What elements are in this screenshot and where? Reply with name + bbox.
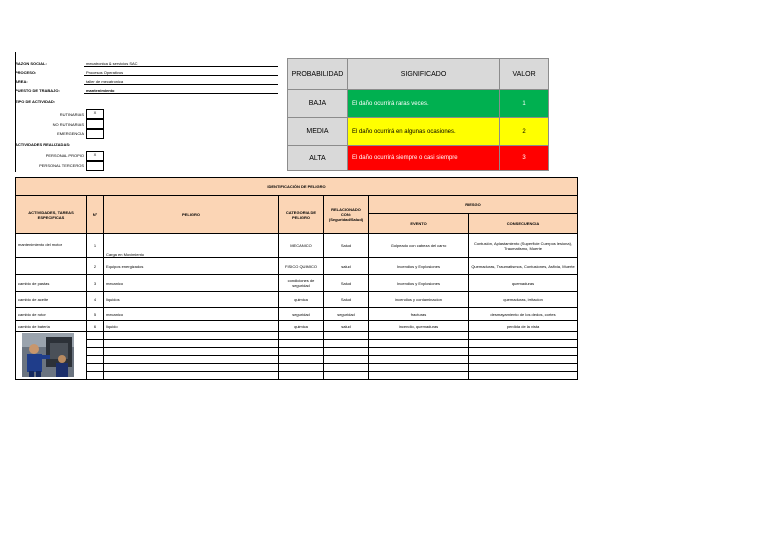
probability-row-media	[288, 118, 549, 146]
personal-terceros-label: PERSONAL TERCEROS	[39, 163, 84, 168]
col-relacionado: RELACIONADO CON: (Seguridad/Salud)	[324, 196, 369, 234]
meaning-baja: El daño ocurrirá raras veces.	[347, 90, 499, 118]
rutinarias-value: X	[93, 110, 97, 115]
cell-evento: Golpeado con cabeza del carro	[369, 234, 469, 258]
cell-consecuencia: Contusión, Aplastamiento (Superficie Cuerpos lesiona), Traumatismo, Muerte	[469, 234, 578, 258]
cell-evento: Incendios y Explosiones	[369, 258, 469, 275]
cell-relacionado: salud	[324, 258, 369, 275]
cell-consecuencia: Quemaduras, Traumatismos, Contusiones, Asfixia, Muerte	[469, 258, 578, 275]
puesto-label: PUESTO DE TRABAJO:	[15, 88, 60, 93]
cell-n: 6	[87, 321, 104, 332]
empty-row	[16, 332, 578, 340]
cell-relacionado: seguridad	[324, 308, 369, 321]
puesto-underline	[84, 93, 278, 94]
cell-evento: incendio, quemaduras	[369, 321, 469, 332]
area-underline	[84, 84, 278, 85]
actividades-label: ACTIVIDADES REALIZADAS:	[15, 142, 71, 147]
no-rutinarias-label: NO RUTINARIAS	[52, 122, 84, 127]
table-row	[16, 258, 578, 275]
level-alta: ALTA	[288, 146, 348, 171]
value-alta: 3	[500, 146, 549, 171]
hazard-table	[15, 177, 578, 380]
col-riesgo: RIESGO	[369, 196, 578, 214]
col-n: N°	[87, 196, 104, 234]
hazard-title-row	[16, 178, 578, 196]
empty-row	[16, 364, 578, 372]
col-evento: EVENTO	[369, 214, 469, 234]
cell-evento: incendios y contaminacion	[369, 292, 469, 308]
table-row	[16, 234, 578, 258]
table-row	[16, 308, 578, 321]
mechanic-photo	[22, 333, 74, 377]
cell-peligro: mecanico	[104, 275, 279, 292]
cell-consecuencia: perdida de la vista	[469, 321, 578, 332]
cell-actividad: cambio de aceite	[16, 292, 87, 308]
empty-row	[16, 340, 578, 348]
personal-terceros-checkbox[interactable]	[86, 161, 104, 171]
probability-header: PROBABILIDAD	[288, 59, 348, 90]
emergencia-checkbox[interactable]	[86, 129, 104, 139]
value-baja: 1	[500, 90, 549, 118]
personal-propio-checkbox[interactable]	[86, 151, 104, 161]
col-consecuencia: CONSECUENCIA	[469, 214, 578, 234]
cell-evento: fracturas	[369, 308, 469, 321]
proceso-value: Procesos Operativos	[86, 70, 124, 75]
col-peligro: PELIGRO	[104, 196, 279, 234]
col-actividades: ACTIVIDADES, TAREAS ESPECIFICAS	[16, 196, 87, 234]
proceso-underline	[84, 75, 278, 76]
razon-social-underline	[84, 66, 278, 67]
col-categoria: CATEGORIA DE PELIGRO	[279, 196, 324, 234]
table-row	[16, 275, 578, 292]
razon-social-label: RAZON SOCIAL:	[15, 61, 47, 66]
cell-consecuencia: desmayamiento de los dedos, cortes	[469, 308, 578, 321]
razon-social-value: mecatronica & servicios SAC	[86, 61, 138, 66]
cell-n: 5	[87, 308, 104, 321]
table-row	[16, 292, 578, 308]
cell-actividad: cambio de pastas	[16, 275, 87, 292]
probability-header-row	[288, 59, 549, 90]
area-label: AREA:	[15, 79, 28, 84]
photo-cell	[16, 332, 87, 380]
probability-row-alta	[288, 146, 549, 171]
table-row	[16, 321, 578, 332]
level-media: MEDIA	[288, 118, 348, 146]
cell-consecuencia: quemaduras, irritacion	[469, 292, 578, 308]
tipo-actividad-label: TIPO DE ACTIVIDAD:	[15, 99, 56, 104]
meaning-media: El daño ocurrirá en algunas ocasiones.	[347, 118, 499, 146]
cell-categoria: quimica	[279, 321, 324, 332]
personal-propio-label: PERSONAL PROPIO	[45, 153, 84, 158]
no-rutinarias-checkbox[interactable]	[86, 119, 104, 129]
cell-evento: Incendios y Explosiones	[369, 275, 469, 292]
cell-relacionado: Salud	[324, 292, 369, 308]
cell-relacionado: salud	[324, 321, 369, 332]
cell-consecuencia: quemaduras	[469, 275, 578, 292]
cell-n: 1	[87, 234, 104, 258]
cell-categoria: seguridad	[279, 308, 324, 321]
cell-peligro: Carga en Movimiento	[104, 234, 279, 258]
cell-peligro: Equipos energizados	[104, 258, 279, 275]
cell-peligro: liquido	[104, 321, 279, 332]
cell-actividad: cambio de bateria	[16, 321, 87, 332]
significado-header: SIGNIFICADO	[347, 59, 499, 90]
cell-actividad: mantenimiento del motor	[16, 234, 87, 258]
cell-actividad	[16, 258, 87, 275]
personal-propio-value: X	[93, 152, 97, 157]
meaning-alta: El daño ocurrirá siempre o casi siempre	[347, 146, 499, 171]
cell-categoria: condiciones de seguridad	[279, 275, 324, 292]
value-media: 2	[500, 118, 549, 146]
cell-peligro: mecanico	[104, 308, 279, 321]
level-baja: BAJA	[288, 90, 348, 118]
area-value: taller de mecatronica	[86, 79, 124, 84]
rutinarias-label: RUTINARIAS	[59, 112, 84, 117]
empty-row	[16, 356, 578, 364]
cell-n: 4	[87, 292, 104, 308]
cell-n: 3	[87, 275, 104, 292]
cell-categoria: FISICO QUIMICO	[279, 258, 324, 275]
valor-header: VALOR	[500, 59, 549, 90]
cell-actividad: cambio de rotor	[16, 308, 87, 321]
cell-n: 2	[87, 258, 104, 275]
puesto-value: mantenimiento	[86, 88, 115, 93]
probability-table	[287, 58, 549, 171]
cell-relacionado: Salud	[324, 275, 369, 292]
empty-row	[16, 348, 578, 356]
cell-relacionado: Salud	[324, 234, 369, 258]
emergencia-label: EMERGENCIA	[57, 131, 84, 136]
hazard-table-title: IDENTIFICACIÓN DE PELIGRO	[16, 178, 578, 196]
probability-row-baja	[288, 90, 549, 118]
proceso-label: PROCESO:	[15, 70, 37, 75]
cell-peligro: liquidos	[104, 292, 279, 308]
hazard-header-row-1	[16, 196, 578, 214]
left-border-line	[15, 52, 16, 172]
rutinarias-checkbox[interactable]	[86, 109, 104, 119]
cell-categoria: MECANICO	[279, 234, 324, 258]
empty-row	[16, 372, 578, 380]
cell-categoria: quimica	[279, 292, 324, 308]
